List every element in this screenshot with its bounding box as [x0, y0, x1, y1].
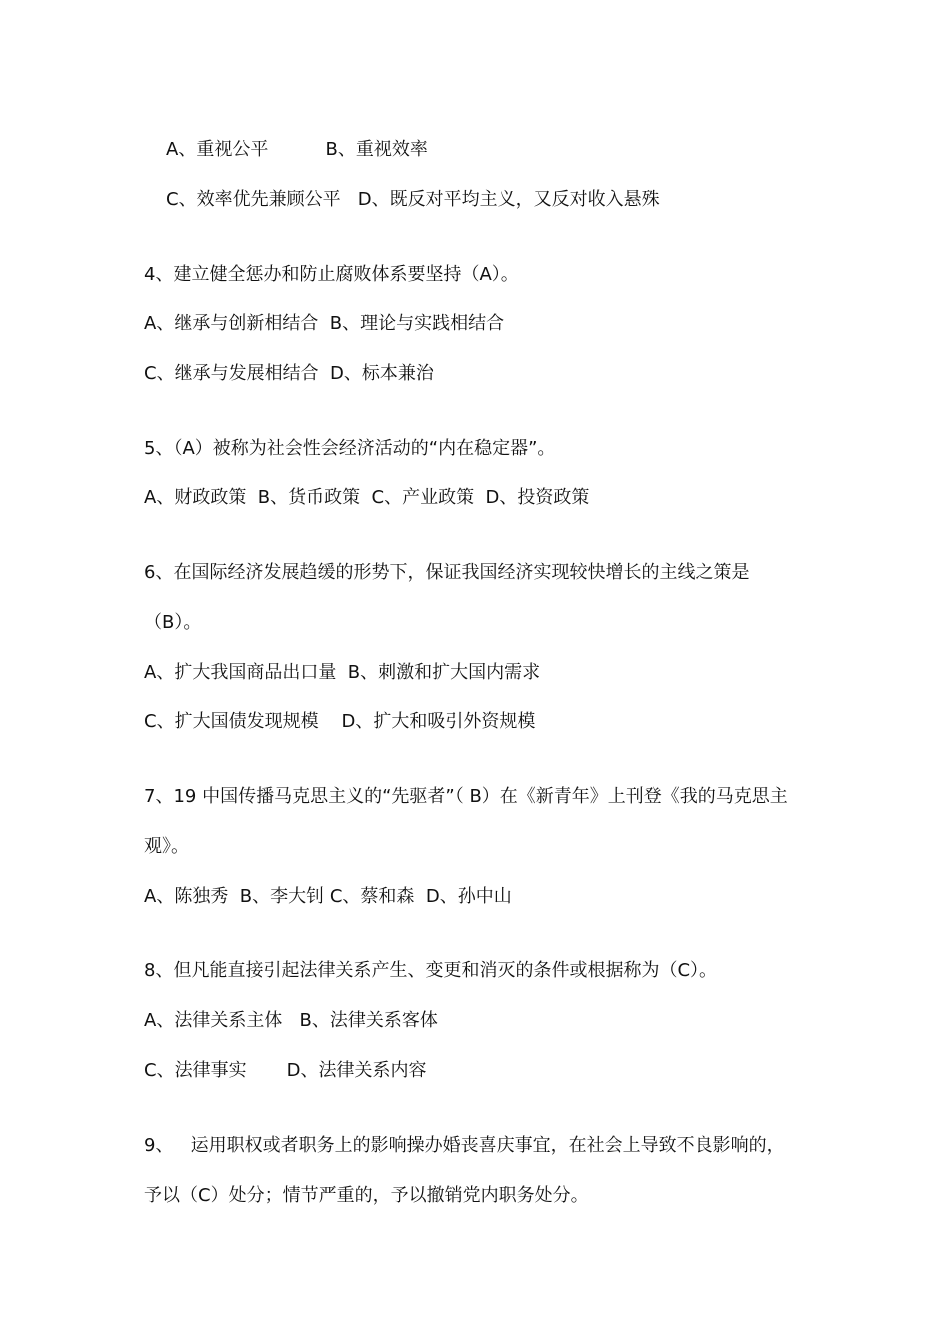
q6-question: 6、在国际经济发展趋缓的形势下，保证我国经济实现较快增长的主线之策是: [144, 562, 750, 583]
q6-question-cont: （B）。: [144, 612, 202, 633]
q6-options-ab: A、扩大我国商品出口量 B、刺激和扩大国内需求: [144, 662, 541, 683]
q9-question-cont: 予以（C）处分；情节严重的，予以撤销党内职务处分。: [144, 1185, 589, 1206]
q7-options: A、陈独秀 B、李大钊 C、蔡和森 D、孙中山: [144, 886, 512, 907]
q7-question: 7、19 中国传播马克思主义的“先驱者”（ B）在《新青年》上刊登《我的马克思主: [144, 786, 788, 807]
q4-options-cd: C、继承与发展相结合 D、标本兼治: [144, 363, 434, 384]
q4-question: 4、建立健全惩办和防止腐败体系要坚持（A）。: [144, 264, 519, 285]
q8-options-cd: C、法律事实 D、法律关系内容: [144, 1060, 427, 1081]
q9-question: 9、 运用职权或者职务上的影响操办婚丧喜庆事宜，在社会上导致不良影响的，: [144, 1135, 785, 1156]
q7-question-cont: 观》。: [144, 836, 189, 857]
q3-options-cd: C、效率优先兼顾公平 D、既反对平均主义，又反对收入悬殊: [166, 189, 660, 210]
q3-options-ab: A、重视公平 B、重视效率: [166, 139, 428, 160]
q6-options-cd: C、扩大国债发现规模 D、扩大和吸引外资规模: [144, 711, 536, 732]
q5-question: 5、（A）被称为社会性会经济活动的“内在稳定器”。: [144, 438, 556, 459]
q4-options-ab: A、继承与创新相结合 B、理论与实践相结合: [144, 313, 505, 334]
q5-options: A、财政政策 B、货币政策 C、产业政策 D、投资政策: [144, 487, 590, 508]
q8-options-ab: A、法律关系主体 B、法律关系客体: [144, 1010, 438, 1031]
q8-question: 8、但凡能直接引起法律关系产生、变更和消灭的条件或根据称为（C）。: [144, 960, 718, 981]
